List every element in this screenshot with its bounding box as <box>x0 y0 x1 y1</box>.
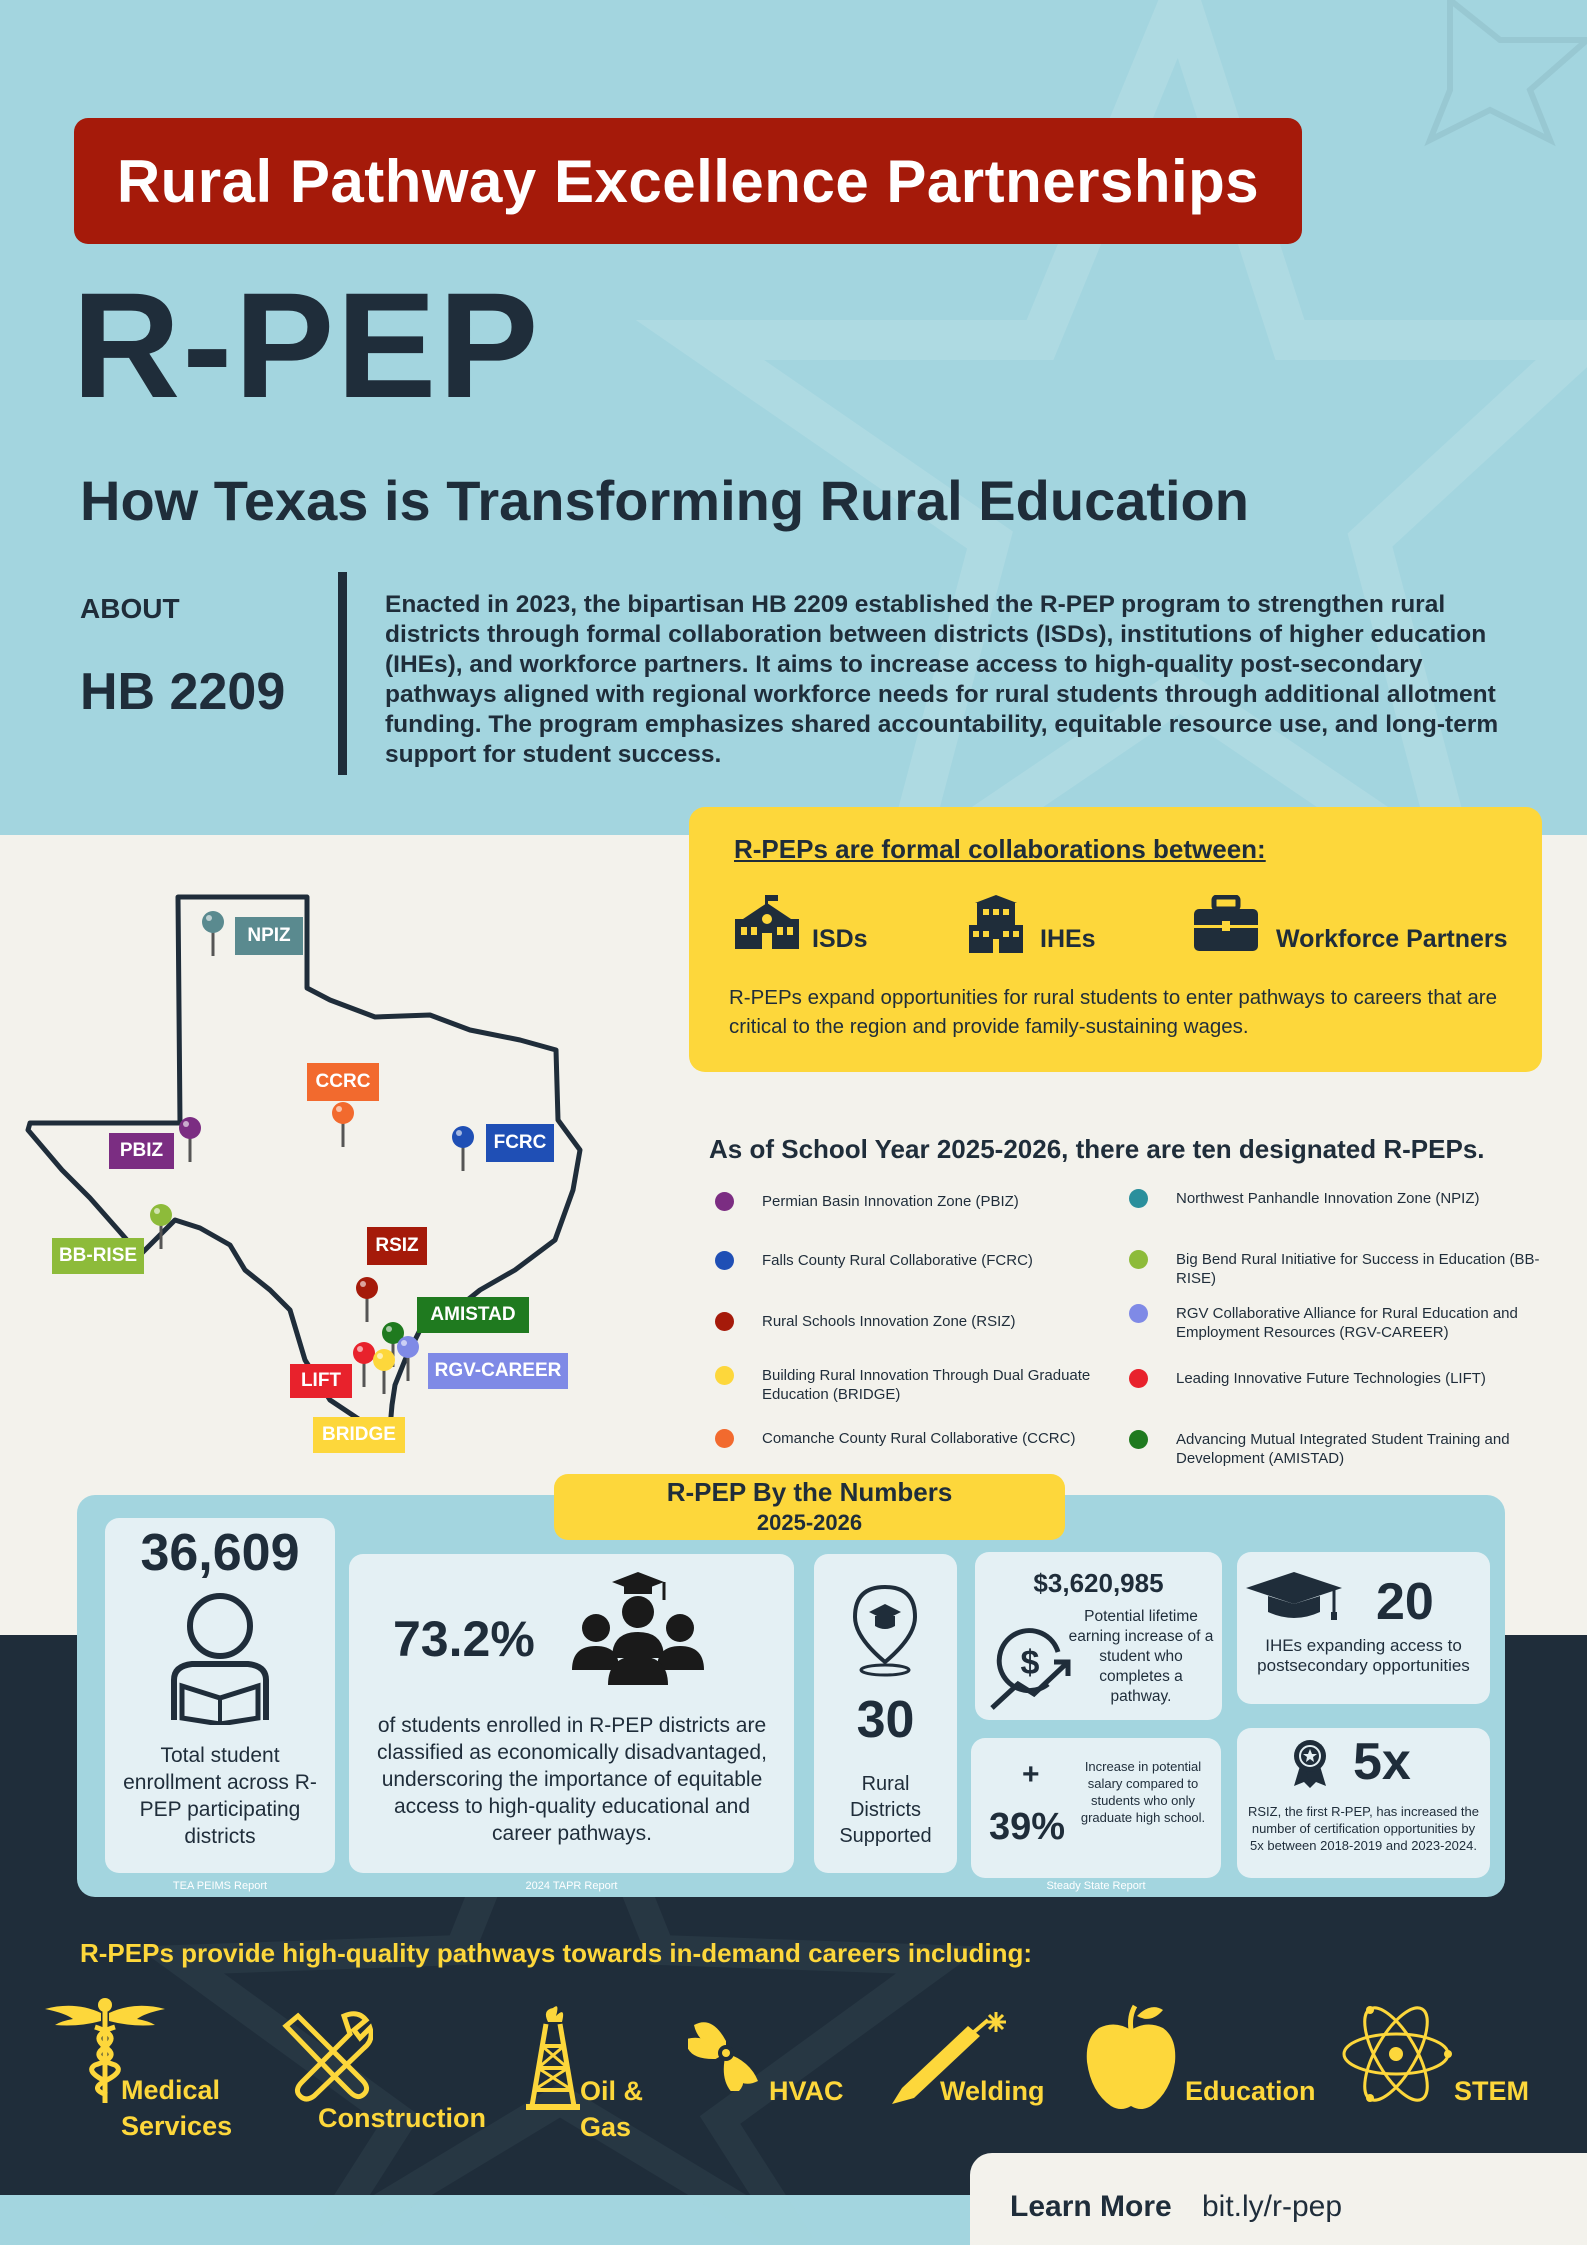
about-text: Enacted in 2023, the bipartisan HB 2209 established the R-PEP program to strengthen rural districts through formal collaboration between districts (ISDs), institutions of higher education (IHEs), and workforce partners. It aims to increase access to high-quality post-secondary pathways aligned with regional workforce needs for rural students through additional allotment funding. The program emphasizes shared accountability, equitable resource use, and long-term support for student success. <box>385 591 1499 768</box>
map-pin-npiz <box>201 910 225 958</box>
certs-text: RSIZ, the first R-PEP, has increased the number of certification opportunities by 5x between 2018-2019 and 2023-2024. <box>1248 1804 1479 1853</box>
legend-label: Building Rural Innovation Through Dual Graduate Education (BRIDGE) <box>762 1367 1091 1403</box>
legend-item <box>1129 1430 1559 1468</box>
about-divider <box>338 572 347 775</box>
legend-item <box>1129 1369 1559 1388</box>
learn-more-label: Learn More <box>1010 2190 1172 2223</box>
briefcase-icon <box>1192 895 1260 953</box>
partner-ihes: IHEs <box>1040 925 1096 953</box>
map-label-bridge: BRIDGE <box>313 1417 405 1453</box>
hvac-fan-icon <box>688 2015 764 2091</box>
legend-item <box>715 1192 1115 1211</box>
legend-dot <box>1129 1430 1148 1449</box>
student-group-icon <box>572 1570 704 1685</box>
legend-dot <box>1129 1189 1148 1208</box>
banner-title: Rural Pathway Excellence Partnerships <box>116 147 1260 215</box>
legend-label: Comanche County Rural Collaborative (CCRC) <box>762 1430 1076 1447</box>
career-construction: Construction <box>318 2103 486 2133</box>
legend-label: Falls County Rural Collaborative (FCRC) <box>762 1252 1033 1269</box>
legend-item <box>1129 1304 1559 1342</box>
collaboration-description: R-PEPs expand opportunities for rural students to enter pathways to careers that are critical to the region and provide family-sustaining wages. <box>729 986 1498 1038</box>
certs-value: 5x <box>1353 1733 1411 1791</box>
legend-item <box>1129 1250 1559 1288</box>
award-badge-icon <box>1290 1738 1330 1788</box>
legend-dot <box>715 1312 734 1331</box>
ihes-text: IHEs expanding access to postsecondary opportunities <box>1257 1636 1470 1675</box>
legend-dot <box>715 1251 734 1270</box>
legend-title: As of School Year 2025-2026, there are ten designated R-PEPs. <box>709 1134 1485 1164</box>
enrollment-value: 36,609 <box>140 1524 300 1582</box>
districts-text: Rural Districts Supported <box>839 1773 932 1847</box>
ihes-value: 20 <box>1376 1573 1434 1631</box>
legend-dot <box>1129 1369 1148 1388</box>
numbers-tag <box>554 1474 1065 1540</box>
legend-dot <box>1129 1250 1148 1269</box>
map-label-rsiz: RSIZ <box>367 1227 427 1265</box>
legend-label: Big Bend Rural Initiative for Success in Education (BB-RISE) <box>1176 1251 1540 1287</box>
legend-item <box>715 1312 1115 1331</box>
partner-workforce: Workforce Partners <box>1276 925 1508 953</box>
location-pin-icon <box>845 1582 925 1677</box>
legend-item <box>1129 1189 1559 1208</box>
title-banner <box>74 118 1302 244</box>
learn-more-link[interactable]: bit.ly/r-pep <box>1202 2190 1343 2223</box>
numbers-year: 2025-2026 <box>756 1510 863 1535</box>
map-label-amistad: AMISTAD <box>417 1297 529 1333</box>
salary-text: Increase in potential salary compared to students who only graduate high school. <box>1080 1759 1206 1825</box>
legend-label: Permian Basin Innovation Zone (PBIZ) <box>762 1193 1019 1210</box>
university-icon <box>967 895 1025 953</box>
career-oil-gas: Oil & Gas <box>580 2076 644 2142</box>
map-pin-rsiz <box>355 1276 379 1324</box>
legend-label: Rural Schools Innovation Zone (RSIZ) <box>762 1313 1016 1330</box>
map-pin-ccrc <box>331 1101 355 1149</box>
construction-tools-icon <box>278 2010 373 2102</box>
legend-dot <box>715 1192 734 1211</box>
map-label-fcrc: FCRC <box>486 1124 554 1162</box>
numbers-title: R-PEP By the Numbers <box>666 1477 953 1507</box>
salary-plus: + <box>1022 1758 1040 1791</box>
legend-item <box>715 1366 1115 1404</box>
legend-label: Advancing Mutual Integrated Student Training and Development (AMISTAD) <box>1176 1431 1510 1467</box>
collaboration-heading: R-PEPs are formal collaborations between: <box>734 834 1266 864</box>
disadvantaged-text: of students enrolled in R-PEP districts are classified as economically disadvantaged, underscoring the importance of equitable access to high-quality educational and career pathways. <box>377 1714 767 1845</box>
page-subtitle: How Texas is Transforming Rural Education <box>80 469 1249 532</box>
map-pin-bb-rise <box>149 1203 173 1251</box>
careers-heading: R-PEPs provide high-quality pathways towards in-demand careers including: <box>80 1938 1033 1968</box>
atom-stem-icon <box>1340 1998 1452 2110</box>
oil-derrick-icon <box>526 2002 580 2112</box>
page-title: R-PEP <box>72 261 541 429</box>
legend-label: Northwest Panhandle Innovation Zone (NPIZ) <box>1176 1190 1480 1207</box>
career-hvac: HVAC <box>769 2076 844 2106</box>
legend-dot <box>1129 1304 1148 1323</box>
career-education: Education <box>1185 2076 1316 2106</box>
salary-source: Steady State Report <box>1046 1880 1146 1892</box>
map-label-rgv-career: RGV-CAREER <box>428 1353 568 1389</box>
earnings-text: Potential lifetime earning increase of a student who completes a pathway. <box>1068 1608 1214 1705</box>
enrollment-text: Total student enrollment across R-PEP participating districts <box>123 1744 317 1848</box>
legend-item <box>715 1251 1115 1270</box>
career-medical: Medical Services <box>121 2075 233 2141</box>
apple-education-icon <box>1085 2002 1177 2110</box>
legend-dot <box>715 1429 734 1448</box>
map-label-bb-rise: BB-RISE <box>52 1238 144 1274</box>
earnings-value: $3,620,985 <box>1033 1568 1164 1598</box>
money-growth-icon <box>988 1622 1074 1712</box>
map-pin-bridge <box>372 1348 396 1396</box>
graduation-cap-icon <box>1246 1570 1342 1622</box>
legend-item <box>715 1429 1115 1448</box>
map-label-ccrc: CCRC <box>307 1063 379 1101</box>
legend-dot <box>715 1366 734 1385</box>
disadvantaged-source: 2024 TAPR Report <box>525 1880 618 1892</box>
enrollment-source: TEA PEIMS Report <box>172 1880 268 1892</box>
svg-text:$: $ <box>1020 1644 1040 1682</box>
salary-value: 39% <box>989 1806 1066 1848</box>
disadvantaged-value: 73.2% <box>393 1611 535 1667</box>
school-icon <box>733 895 801 951</box>
partner-isds: ISDs <box>812 925 868 953</box>
student-reading-icon <box>160 1590 280 1725</box>
districts-value: 30 <box>856 1691 915 1749</box>
map-label-npiz: NPIZ <box>235 917 303 955</box>
map-label-pbiz: PBIZ <box>109 1133 174 1169</box>
map-label-lift: LIFT <box>290 1364 352 1398</box>
career-welding: Welding <box>940 2076 1045 2106</box>
map-pin-rgv-career <box>396 1335 420 1383</box>
legend-label: RGV Collaborative Alliance for Rural Education and Employment Resources (RGV-CAREER) <box>1176 1305 1518 1341</box>
about-label: ABOUT <box>80 593 180 624</box>
map-pin-pbiz <box>178 1116 202 1164</box>
map-pin-fcrc <box>451 1125 475 1173</box>
legend-label: Leading Innovative Future Technologies (LIFT) <box>1176 1370 1486 1387</box>
bill-label: HB 2209 <box>80 663 286 721</box>
career-stem: STEM <box>1454 2076 1530 2106</box>
